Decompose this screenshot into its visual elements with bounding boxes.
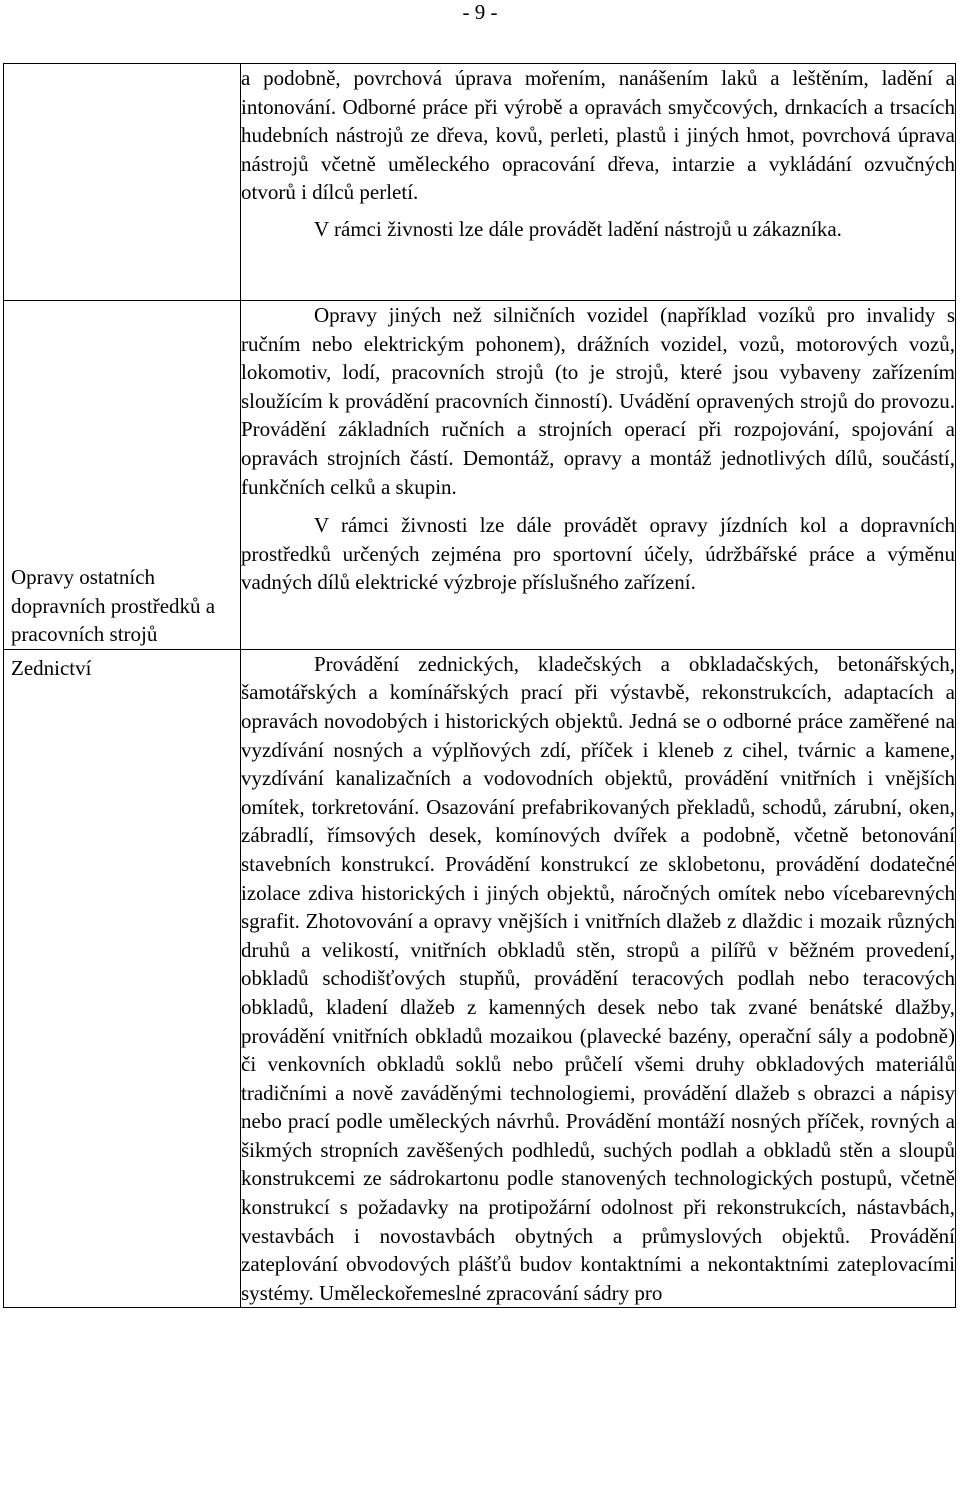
trade-name-cell xyxy=(4,649,241,1308)
description-paragraph: Opravy jiných než silničních vozidel (například vozíků pro invalidy s ručním nebo elektrickým pohonem), drážních vozidel, vozů, motorových vozů, lokomotiv, lodí, pracovních strojů (to je strojů, které jsou vybaveny zařízením sloužícím k provádění pracovních činností). Uvádění opravených strojů do provozu. Provádění základních ručních a strojních operací při rozpojování, spojování a opravách strojních částí. Demontáž, opravy a montáž jednotlivých dílů, součástí, funkčních celků a skupin. xyxy=(241,303,955,499)
trade-description-cell xyxy=(241,301,956,650)
trade-name: Opravy ostatních dopravních prostředků a pracovních strojů xyxy=(11,565,216,647)
description-paragraph: a podobně, povrchová úprava mořením, nanášením laků a leštěním, ladění a intonování. Odborné práce při výrobě a opravách smyčcových, drnkacích a trsacích hudebních nástrojů ze dřeva, kovů, perleti, plastů i jiných hmot, povrchová úprava nástrojů včetně uměleckého opracování dřeva, intarzie a vykládání ozvučných otvorů i dílců perletí. xyxy=(241,66,955,205)
table-row xyxy=(4,649,956,1308)
trade-table xyxy=(3,63,956,1308)
trade-name-cell xyxy=(4,301,241,650)
table-row xyxy=(4,301,956,650)
table-row xyxy=(4,64,956,301)
description-paragraph: Provádění zednických, kladečských a obkladačských, betonářských, šamotářských a komínářských prací při výstavbě, rekonstrukcích, adaptacích a opravách novodobých i historických objektů. Jedná se o odborné práce zaměřené na vyzdívání nosných a výplňových zdí, příček i kleneb z cihel, tvárnic a kamene, vyzdívání kanalizačních a vodovodních objektů, provádění vnitřních i vnějších omítek, torkretování. Osazování prefabrikovaných překladů, schodů, zárubní, oken, zábradlí, římsových desek, komínových dvířek a podobně, včetně betonování stavebních konstrukcí. Provádění konstrukcí ze sklobetonu, provádění dodatečné izolace zdiva historických i jiných objektů, náročných omítek nebo vícebarevných sgrafit. Zhotovování a opravy vnějších i vnitřních dlažeb z dlaždic i mozaik různých druhů a velikostí, vnitřních obkladů stěn, stropů a pilířů v běžném provedení, obkladů schodišťových stupňů, provádění teracových podlah nebo teracových obkladů, kladení dlažeb z kamenných desek nebo tak zvané benátské dlažby, provádění vnitřních obkladů mozaikou (plavecké bazény, operační sály a podobně) či venkovních obkladů soklů nebo průčelí všemi druhy obkladových materiálů tradičními a nově zaváděnými technologiemi, provádění dlažeb s obrazci a nápisy nebo prací podle uměleckých návrhů. Provádění montáží nosných příček, rovných a šikmých stropních zavěšených podhledů, suchých podlah a obkladů stěn a sloupů konstrukcemi ze sádrokartonu podle stanovených technologických postupů, včetně konstrukcí s požadavky na protipožární odolnost při rekonstrukcích, nástavbách, vestavbách i novostavbách obytných a průmyslových objektů. Provádění zateplování obvodových plášťů budov kontaktními a nekontaktními zateplovacími systémy. Uměleckořemeslné zpracování sádry pro xyxy=(241,651,955,1305)
description-paragraph: V rámci živnosti lze dále provádět opravy jízdních kol a dopravních prostředků určených zejména pro sportovní účely, údržbářské práce a výměnu vadných dílů elektrické výzbroje příslušného zařízení. xyxy=(241,513,955,595)
description-paragraph: V rámci živnosti lze dále provádět ladění nástrojů u zákazníka. xyxy=(314,216,842,241)
trade-name-cell xyxy=(4,64,241,301)
trade-description-cell xyxy=(241,64,956,301)
page-number: - 9 - xyxy=(462,0,498,24)
trade-name: Zednictví xyxy=(11,655,92,680)
trade-description-cell xyxy=(241,649,956,1308)
